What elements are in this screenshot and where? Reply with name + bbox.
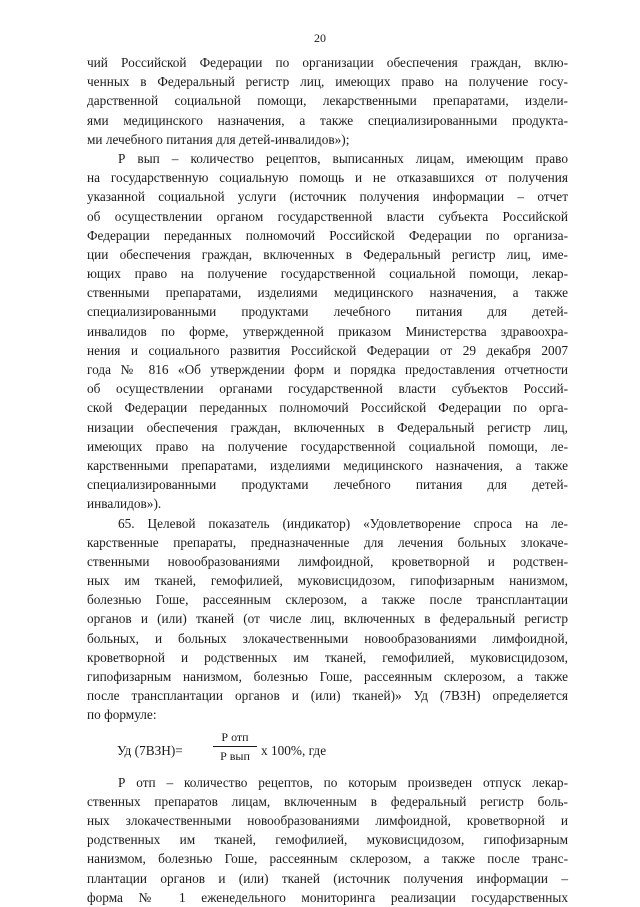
text-line: форма № 1 еженедельного мониторинга реализации государственных: [87, 889, 568, 905]
text-line: дарственной социальной помощи, лекарственными препаратами, издели-: [87, 93, 568, 109]
text-line: ственных препаратов лицам, включенным в федеральный регистр боль-: [87, 793, 568, 809]
text-line: ющих право на получение государственной социальной помощи, лекар-: [87, 266, 568, 282]
text-line: на государственную социальную помощь и не отказавшихся от получения: [87, 170, 568, 186]
text-line: 65. Целевой показатель (индикатор) «Удовлетворение спроса на ле-: [118, 515, 568, 531]
text-line: ственными новообразованиями лимфоидной, кроветворной и родствен-: [87, 553, 568, 569]
text-line: ции обеспечения граждан, включенных в Федеральный регистр лиц, име-: [87, 246, 568, 262]
text-line: об осуществлении органами государственной власти субъектов Россий-: [87, 381, 568, 397]
text-line: об осуществлении органом государственной власти субъекта Российской: [87, 208, 568, 224]
text-line: карственные препараты, предназначенные для лечения больных злокаче-: [87, 534, 568, 550]
text-line: ных им тканей, гемофилией, муковисцидозом, гипофизарным нанизмом,: [87, 573, 568, 589]
text-line: указанной социальной услуги (источник получения информации – отчет: [87, 189, 568, 205]
formula-numerator: Р отп: [221, 729, 249, 744]
formula-denominator: Р вып: [220, 748, 250, 763]
formula: [87, 730, 568, 772]
text-line: Р вып – количество рецептов, выписанных лицам, имеющим право: [118, 150, 568, 166]
text-line: больных, и больных злокачественными новообразованиями лимфоидной,: [87, 630, 568, 646]
text-line: карственными препаратами, изделиями медицинского назначения, а также: [87, 457, 568, 473]
text-line: имеющих право на получение государственной социальной помощи, ле-: [87, 438, 568, 454]
text-line: инвалидов»).: [87, 496, 162, 512]
text-line: гипофизарным нанизмом, болезнью Гоше, рассеянным склерозом, а также: [87, 669, 568, 684]
text-block-after-formula: [87, 773, 568, 907]
formula-rhs: х 100%, где: [261, 742, 327, 758]
text-line: чий Российской Федерации по организации обеспечения граждан, вклю-: [87, 55, 568, 70]
formula-fraction: [213, 730, 257, 764]
text-line: низации обеспечения граждан, включенных в Федеральный регистр лиц,: [87, 419, 568, 435]
text-line: специализированными продуктами лечебного питания для детей-: [87, 477, 568, 493]
text-line: нанизмом, болезнью Гоше, рассеянным склерозом, а также после транс-: [87, 851, 568, 867]
document-body: [87, 53, 568, 907]
text-line: ями медицинского назначения, а также специализированными продукта-: [87, 112, 568, 128]
text-line: Р отп – количество рецептов, по которым произведен отпуск лекар-: [118, 774, 568, 790]
text-line: Федерации переданных полномочий Российской Федерации по организа-: [87, 227, 568, 243]
text-line: ской Федерации переданных полномочий Российской Федерации по орга-: [87, 400, 568, 416]
text-block-before-formula: [87, 53, 568, 725]
page-number: 20: [314, 31, 326, 45]
text-line: специализированными продуктами лечебного питания для детей-: [87, 304, 568, 320]
text-line: ственными препаратами, изделиями медицинского назначения, а также: [87, 285, 568, 301]
text-line: после трансплантации органов и (или) тканей)» Уд (7ВЗН) определяется: [87, 688, 568, 704]
text-line: плантации органов и (или) тканей (источник получения информации –: [87, 870, 568, 886]
fraction-bar: [213, 746, 257, 747]
text-line: инвалидов по форме, утвержденной приказом Министерства здравоохра-: [87, 323, 568, 339]
text-line: ных злокачественными новообразованиями лимфоидной, кроветворной и: [87, 812, 568, 828]
text-line: ми лечебного питания для детей-инвалидов»);: [87, 131, 350, 147]
text-line: родственных им тканей, гемофилией, муковисцидозом, гипофизарным: [87, 832, 568, 848]
text-line: года № 816 «Об утверждении форм и порядка предоставления отчетности: [87, 362, 568, 377]
text-line: по формуле:: [87, 707, 157, 723]
text-line: болезнью Гоше, рассеянным склерозом, а также после трансплантации: [87, 592, 568, 608]
text-line: кроветворной и родственных им тканей, гемофилией, муковисцидозом,: [87, 649, 568, 665]
text-line: ченных в Федеральный регистр лиц, имеющих право на получение госу-: [87, 74, 568, 90]
formula-lhs: Уд (7ВЗН)=: [117, 742, 183, 758]
text-line: органов и (или) тканей (от числе лиц, включенных в федеральный регистр: [87, 611, 568, 627]
text-line: нения и социального развития Российской Федерации от 29 декабря 2007: [87, 342, 568, 358]
